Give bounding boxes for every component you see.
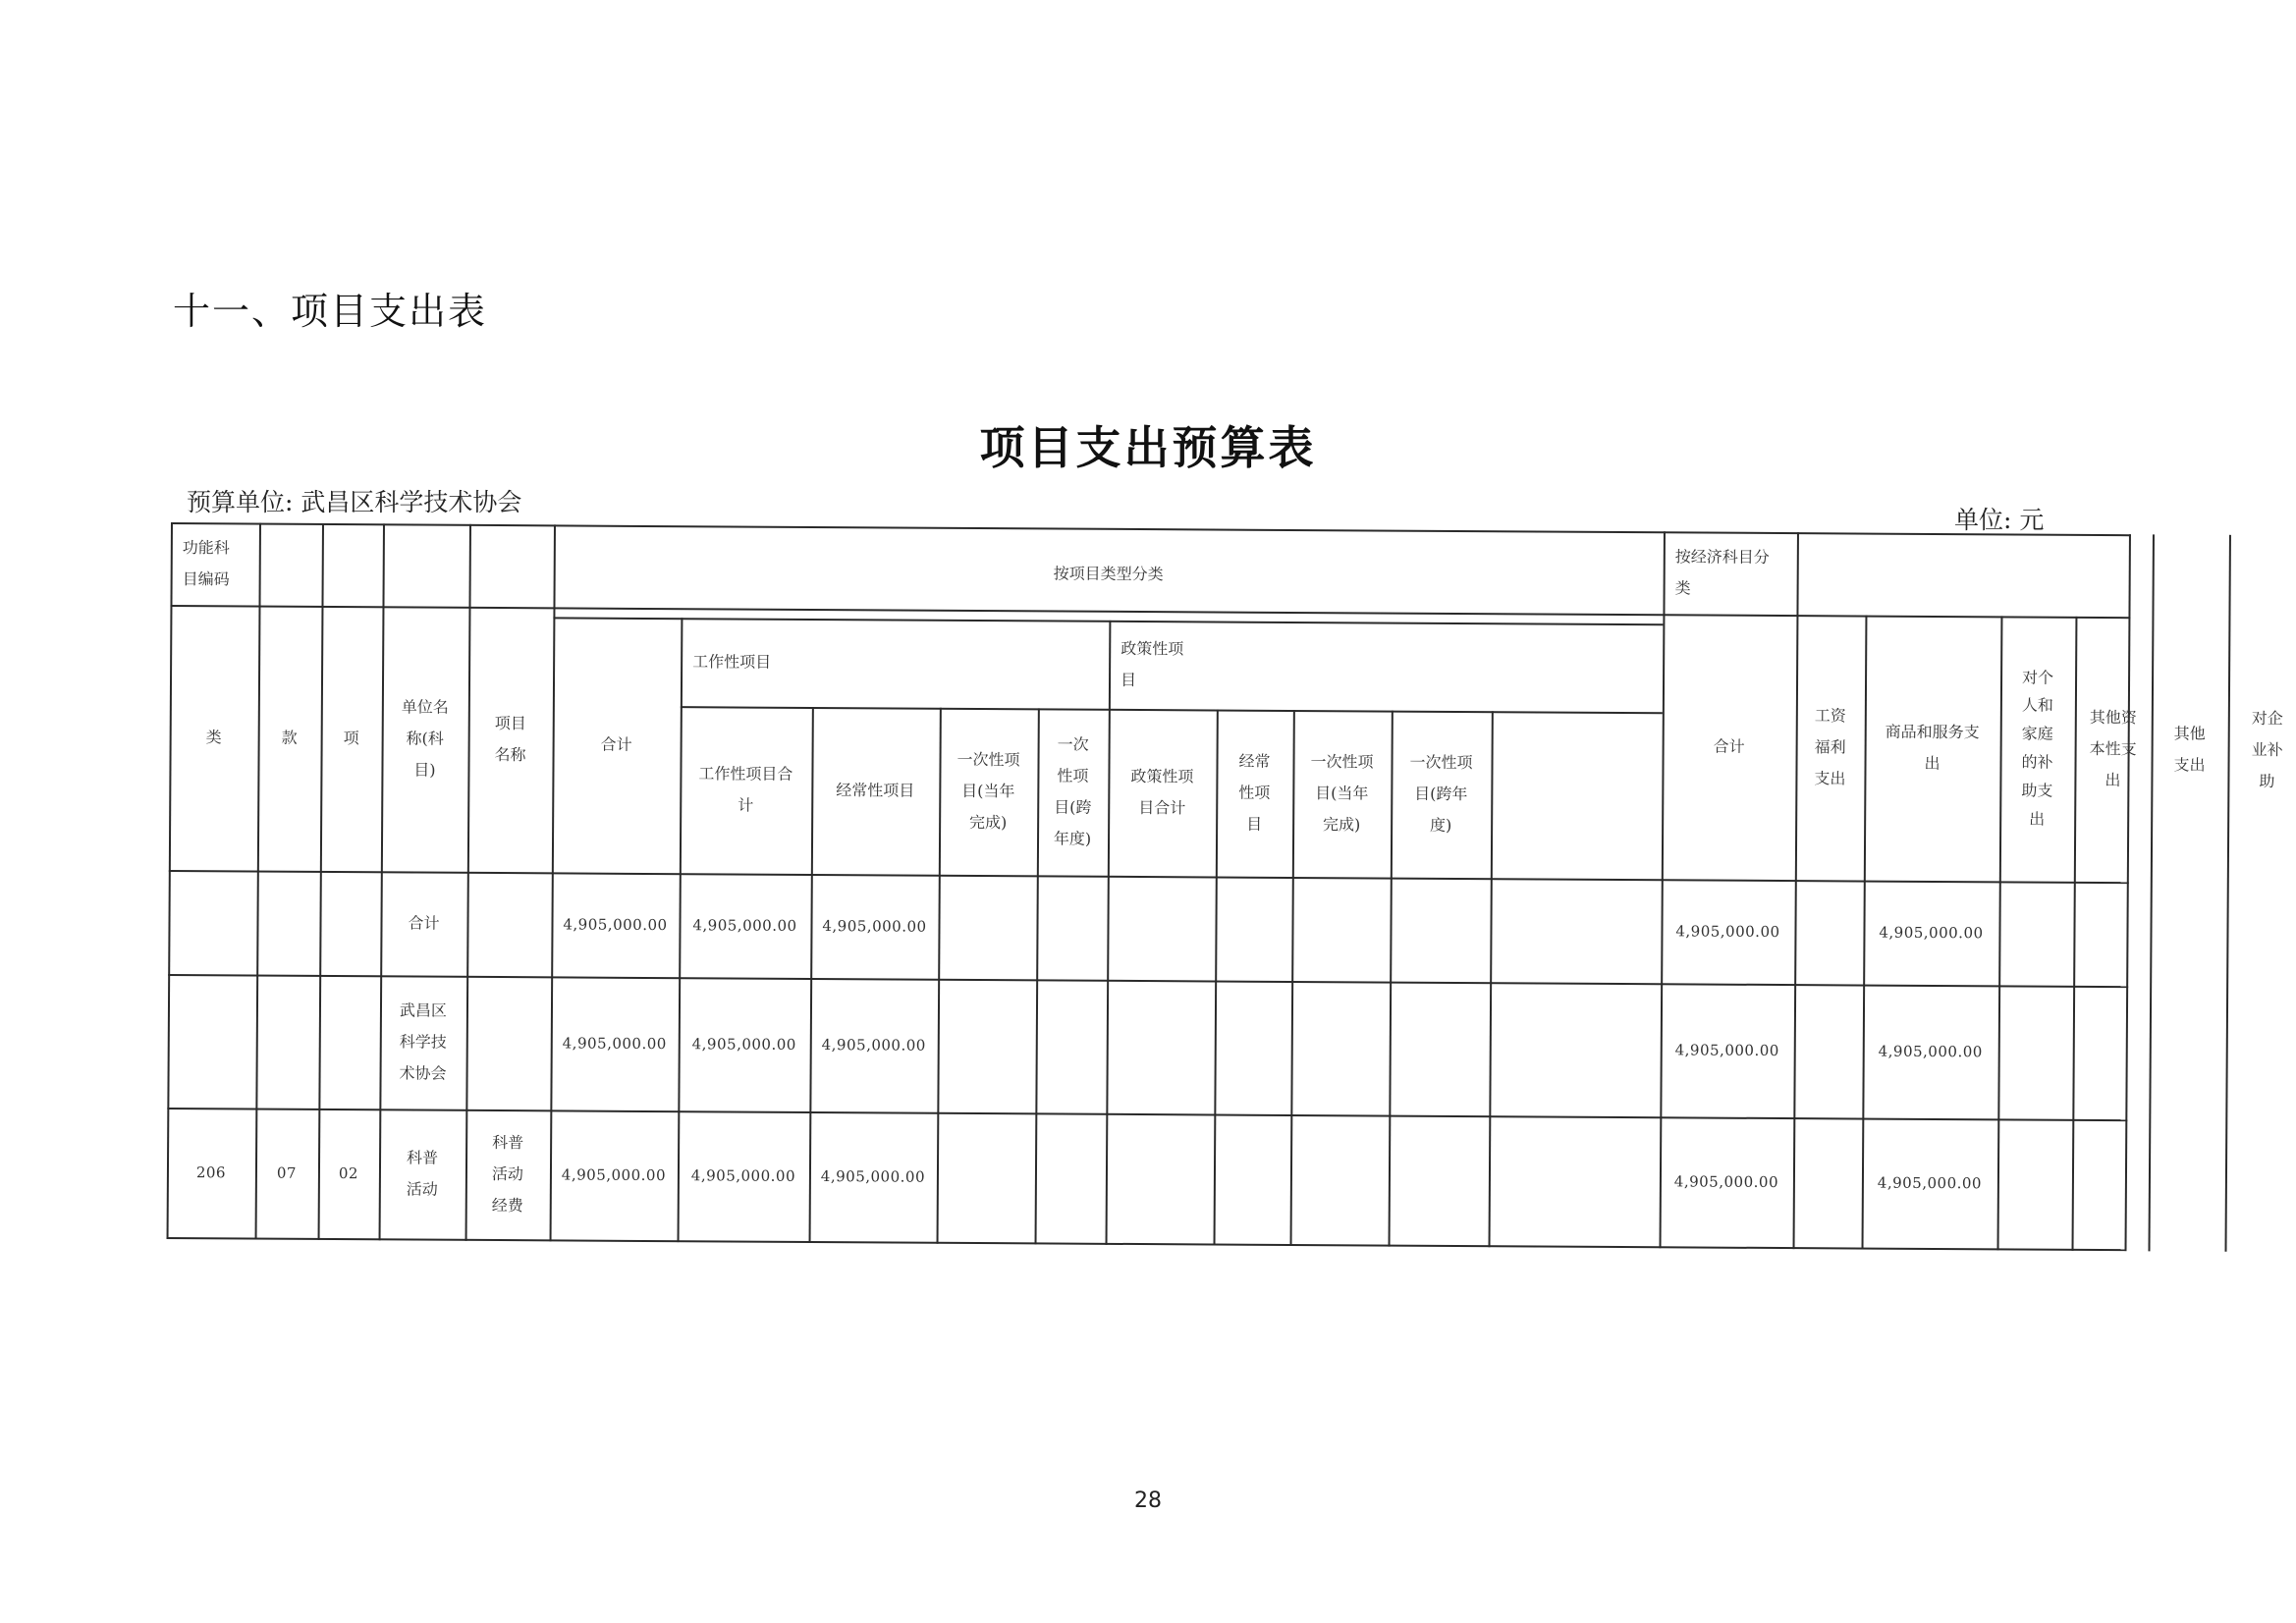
row-unit-total: 4,905,000.00: [562, 1034, 667, 1054]
header-project-name: 项目 名称: [494, 714, 526, 765]
row-total-work-total: 4,905,000.00: [692, 916, 797, 935]
row-project-kuan: 07: [276, 1163, 298, 1182]
header-policy-projects: 政策性项 目: [1120, 638, 1184, 690]
header-work-once-current: 一次性项 目(当年 完成): [957, 749, 1020, 833]
row-project-unit: 科普 活动: [406, 1148, 439, 1199]
header-by-project-type: 按项目类型分类: [1053, 564, 1164, 584]
row-total-total: 4,905,000.00: [563, 915, 668, 935]
table-title: 项目支出预算表: [979, 421, 1317, 474]
header-xiang: 项: [343, 729, 359, 748]
header-work-once-cross: 一次 性项 目(跨 年度): [1053, 734, 1092, 848]
header-work-projects: 工作性项目: [692, 652, 772, 672]
row-unit-name: 武昌区 科学技 术协会: [399, 1001, 448, 1083]
row-unit-econ-total: 4,905,000.00: [1674, 1041, 1779, 1060]
header-lei: 类: [205, 728, 222, 747]
header-goods-services: 商品和服务支 出: [1885, 722, 1980, 774]
header-by-econ: 按经济科目分 类: [1674, 547, 1770, 598]
row-project-xiang: 02: [338, 1164, 359, 1183]
row-project-total: 4,905,000.00: [561, 1165, 667, 1185]
currency-unit-label: 单位: 元: [1954, 506, 2045, 534]
row-project-econ-total: 4,905,000.00: [1673, 1172, 1779, 1192]
page-number: 28: [1134, 1488, 1162, 1513]
header-work-regular: 经常性项目: [836, 781, 915, 800]
row-total-unit: 合计: [408, 913, 440, 933]
header-total: 合计: [600, 734, 632, 754]
row-project-work-total: 4,905,000.00: [690, 1166, 796, 1185]
row-total-goods-services: 4,905,000.00: [1879, 923, 1984, 943]
row-project-name: 科普 活动 经费: [491, 1133, 524, 1216]
row-project-goods-services: 4,905,000.00: [1877, 1173, 1983, 1193]
header-policy-once-cross: 一次性项 目(跨年 度): [1409, 752, 1473, 835]
header-work-total: 工作性项目合 计: [698, 764, 793, 815]
header-personal-subsidy: 对个 人和 家庭 的补 助支 出: [2021, 668, 2054, 829]
header-policy-once-current: 一次性项 目(当年 完成): [1310, 752, 1374, 835]
header-policy-total: 政策性项 目合计: [1130, 766, 1194, 818]
header-enterprise-subsidy: 对企 业补 助: [2251, 708, 2283, 791]
budget-unit-label: 预算单位: 武昌区科学技术协会: [187, 488, 522, 516]
project-expenditure-table: [167, 522, 2283, 1251]
row-unit-work-regular: 4,905,000.00: [821, 1036, 926, 1055]
header-unit-name: 单位名 称(科 目): [401, 697, 449, 780]
header-func-code: 功能科 目编码: [182, 538, 230, 589]
section-heading: 十一、项目支出表: [173, 290, 488, 333]
row-project-work-regular: 4,905,000.00: [820, 1167, 926, 1186]
row-unit-work-total: 4,905,000.00: [691, 1035, 796, 1054]
header-wages: 工资 福利 支出: [1814, 706, 1846, 788]
row-total-work-regular: 4,905,000.00: [822, 917, 927, 936]
header-policy-regular: 经常 性项 目: [1238, 751, 1271, 834]
header-other-capital: 其他资 本性支 出: [2089, 707, 2137, 790]
header-econ-total: 合计: [1713, 736, 1745, 756]
row-unit-goods-services: 4,905,000.00: [1878, 1042, 1983, 1061]
header-other-expense: 其他 支出: [2173, 724, 2206, 775]
row-total-econ-total: 4,905,000.00: [1675, 922, 1780, 942]
row-project-lei: 206: [195, 1163, 227, 1182]
header-kuan: 款: [281, 728, 298, 747]
